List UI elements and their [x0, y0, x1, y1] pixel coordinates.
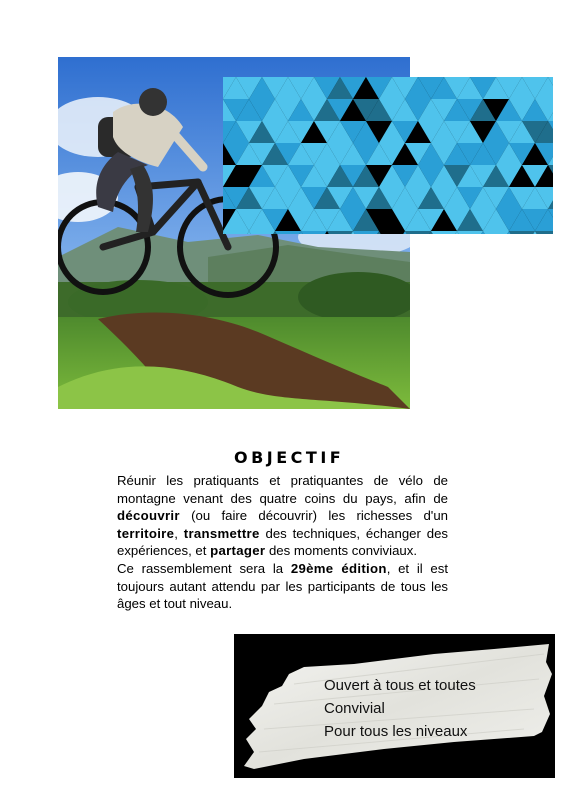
bold-keyword: découvrir — [117, 508, 180, 524]
tape-text — [324, 674, 476, 743]
mosaic-triangle — [405, 231, 431, 234]
mosaic-triangle — [535, 231, 553, 234]
tape-line: Ouvert à tous et toutes — [324, 677, 476, 694]
objective-paragraph — [117, 472, 448, 613]
paragraph-text: des techniques, échanger des expériences, et — [117, 525, 449, 559]
paragraph-text: Réunir les pratiquants et pratiquantes de vélo de montagne venant des quatre coins du pays, afin de — [117, 473, 448, 506]
mosaic-triangle — [353, 231, 379, 234]
paragraph-text: , — [174, 525, 184, 541]
triangle-mosaic-decoration — [223, 77, 553, 234]
bold-keyword: territoire — [117, 525, 175, 541]
mosaic-triangle — [275, 231, 301, 234]
mosaic-triangle — [379, 231, 405, 234]
paragraph-text: , et il est toujours autant attendu par les participants de tous les âges et tout niveau. — [117, 560, 448, 612]
mosaic-triangle — [483, 231, 509, 234]
tape-label-box — [234, 634, 555, 778]
bold-keyword: partager — [210, 543, 266, 559]
paragraph-text: (ou faire découvrir) les richesses d'un — [179, 508, 448, 524]
tape-line: Pour tous les niveaux — [324, 723, 468, 740]
paragraph-text: des moments conviviaux. — [265, 543, 418, 559]
mosaic-triangle — [301, 231, 327, 234]
paragraph-text: Ce rassemblement sera la — [117, 560, 291, 576]
mosaic-triangle — [431, 231, 457, 234]
tape-line: Convivial — [324, 700, 385, 717]
bold-keyword: transmettre — [183, 525, 260, 541]
mosaic-triangle — [249, 231, 275, 234]
section-title: OBJECTIF — [234, 448, 345, 467]
mosaic-triangle — [509, 231, 535, 234]
mosaic-triangle — [327, 231, 353, 234]
edition-number: 29ème édition — [290, 560, 387, 576]
mosaic-triangle — [457, 231, 483, 234]
mosaic-triangle — [223, 231, 249, 234]
